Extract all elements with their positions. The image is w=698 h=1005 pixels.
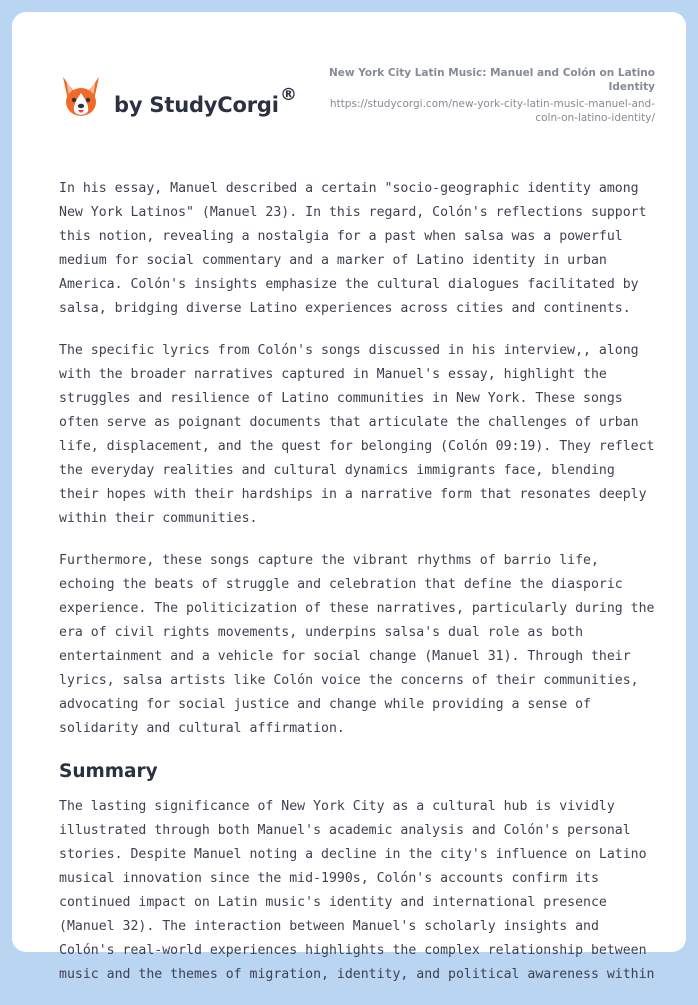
- studycorgi-logo[interactable]: [60, 75, 320, 125]
- brand-name: by StudyCorgi: [114, 93, 279, 117]
- document-meta: [325, 66, 655, 125]
- document-url[interactable]: https://studycorgi.com/new-york-city-latin-music-manuel-and-coln-on-latino-identity/: [329, 98, 655, 124]
- body-paragraph: Furthermore, these songs capture the vibrant rhythms of barrio life, echoing the beats of struggle and celebration that define the diasporic experience. The politicization of these narratives, particularly during the era of civil rights movements, underpins salsa's dual role as both entertainment and a vehicle for social change (Manuel 31). Through their lyrics, salsa artists like Colón voice the concerns of their communities, advocating for social justice and change while providing a sense of solidarity and cultural affirmation.: [59, 553, 655, 736]
- document-title: New York City Latin Music: Manuel and Colón on Latino Identity: [328, 67, 655, 93]
- document-body: [59, 177, 659, 1005]
- summary-paragraph: The lasting significance of New York City as a cultural hub is vividly illustrated through both Manuel's academic analysis and Colón's personal stories. Despite Manuel noting a decline in the city's influence on Latino musical innovation since the mid-1990s, Colón's accounts confirm its continued impact on Latin music's identity and international presence (Manuel 32). The interaction between Manuel's scholarly insights and Colón's real-world experiences highlights the complex relationship between music and the themes of migration, identity, and political awareness within: [59, 799, 655, 982]
- summary-heading: Summary: [59, 761, 158, 782]
- body-paragraph: In his essay, Manuel described a certain "socio-geographic identity among New York Latinos" (Manuel 23). In this regard, Colón's reflections support this notion, revealing a nostalgia for a past when salsa was a powerful medium for social commentary and a marker of Latino identity in urban America. Colón's insights emphasize the cultural dialogues facilitated by salsa, bridging diverse Latino experiences across cities and continents.: [59, 181, 647, 316]
- document-page: [12, 12, 686, 982]
- body-paragraph: The specific lyrics from Colón's songs discussed in his interview,, along with the broader narratives captured in Manuel's essay, highlight the struggles and resilience of Latino communities in New York. These songs often serve as poignant documents that articulate the challenges of urban life, displacement, and the quest for belonging (Colón 09:19). They reflect the everyday realities and cultural dynamics immigrants face, blending their hopes with their hardships in a narrative form that resonates deeply within their communities.: [59, 343, 655, 526]
- document-header: [12, 12, 686, 162]
- registered-mark: ®: [280, 85, 297, 105]
- corgi-logo-icon: [60, 75, 102, 121]
